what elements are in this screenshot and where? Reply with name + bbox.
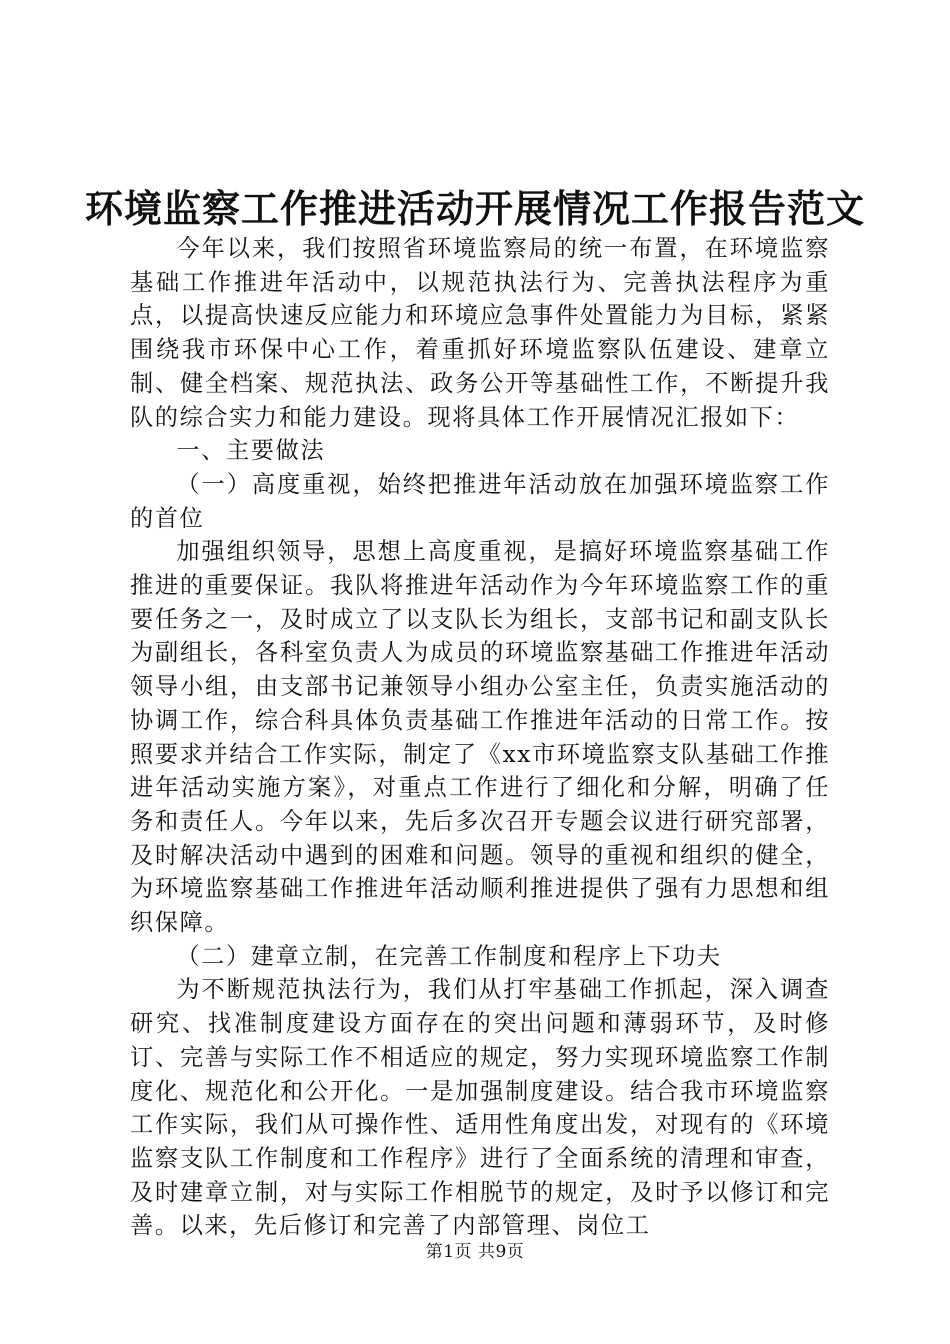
document-body	[130, 232, 830, 1243]
subsection-heading-1: （一）高度重视，始终把推进年活动放在加强环境监察工作的首位	[130, 470, 830, 532]
paragraph-organization: 加强组织领导，思想上高度重视，是搞好环境监察基础工作推进的重要保证。我队将推进年活动作为今年环境监察工作的重要任务之一，及时成立了以支队长为组长，支部书记和副支队长为副组长，各科室负责人为成员的环境监察基础工作推进年活动领导小组，由支部书记兼领导小组办公室主任，负责实施活动的协调工作，综合科具体负责基础工作推进年活动的日常工作。按照要求并结合工作实际，制定了《xx市环境监察支队基础工作推进年活动实施方案》，对重点工作进行了细化和分解，明确了任务和责任人。今年以来，先后多次召开专题会议进行研究部署，及时解决活动中遇到的困难和问题。领导的重视和组织的健全，为环境监察基础工作推进年活动顺利推进提供了强有力思想和组织保障。	[130, 538, 830, 937]
paragraph-intro: 今年以来，我们按照省环境监察局的统一布置，在环境监察基础工作推进年活动中，以规范执法行为、完善执法程序为重点，以提高快速反应能力和环境应急事件处置能力为目标，紧紧围绕我市环保中心工作，着重抓好环境监察队伍建设、建章立制、健全档案、规范执法、政务公开等基础性工作，不断提升我队的综合实力和能力建设。现将具体工作开展情况汇报如下：	[130, 235, 830, 431]
page-number: 第1页 共9页	[425, 1242, 525, 1262]
document-title: 环境监察工作推进活动开展情况工作报告范文	[84, 186, 865, 231]
section-heading: 一、主要做法	[176, 437, 326, 465]
subsection-heading-2: （二）建章立制，在完善工作制度和程序上下功夫	[176, 942, 722, 970]
paragraph-regulations: 为不断规范执法行为，我们从打牢基础工作抓起，深入调查研究、找准制度建设方面存在的突出问题和薄弱环节，及时修订、完善与实际工作不相适应的规定，努力实现环境监察工作制度化、规范化和公开化。一是加强制度建设。结合我市环境监察工作实际，我们从可操作性、适用性角度出发，对现有的《环境监察支队工作制度和工作程序》进行了全面系统的清理和审查，及时建章立制，对与实际工作相脱节的规定，及时予以修订和完善。以来，先后修订和完善了内部管理、岗位工	[130, 976, 830, 1240]
